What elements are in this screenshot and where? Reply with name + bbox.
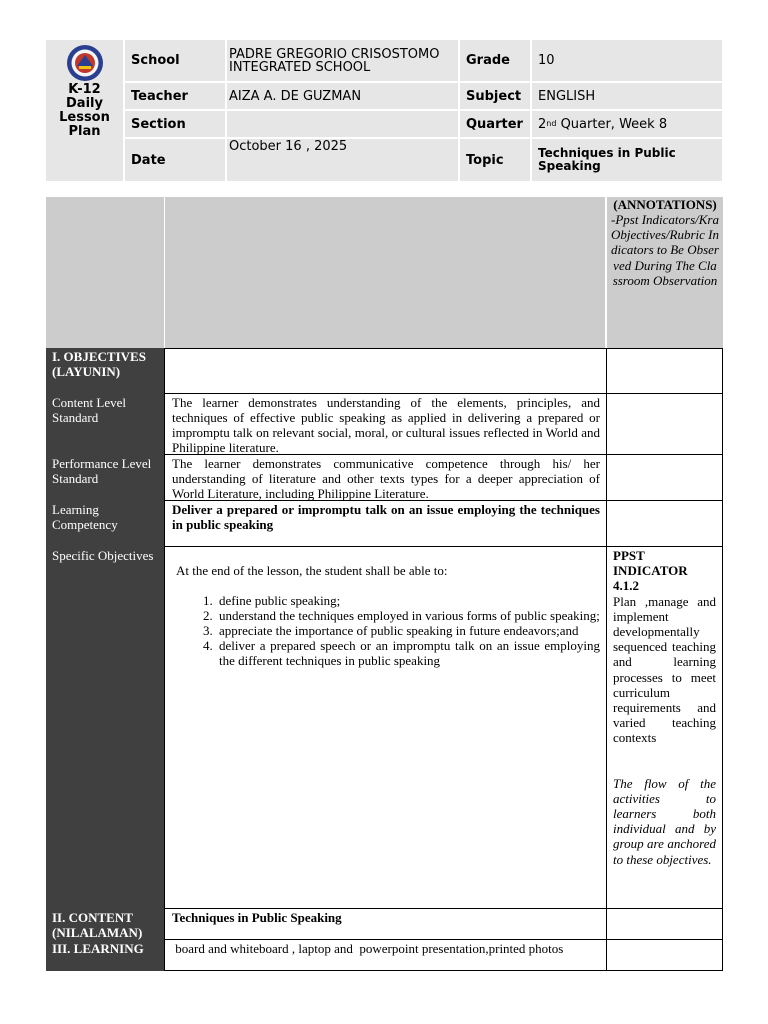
performance-standard-text: The learner demonstrates communicative competence through his/ her understanding of literature and other texts types for a deeper appreciation of World Literature, including Philippine Literature.	[164, 455, 606, 501]
section-value	[227, 111, 458, 137]
annotation-title: (ANNOTATIONS)	[613, 197, 717, 212]
grade-value: 10	[532, 40, 722, 81]
learning-resources-text: board and whiteboard , laptop and powerpoint presentation,printed photos	[164, 940, 606, 971]
objectives-cell	[164, 348, 606, 394]
learning-resources-label: III. LEARNING	[46, 940, 164, 971]
quarter-value: Quarter, Week 8	[560, 116, 668, 132]
performance-standard-row	[46, 455, 723, 501]
ppst-text: Plan ,manage and implement developmentally sequenced teaching and learning processes to meet curriculum requirements and varied teaching contexts	[613, 593, 716, 746]
list-item: 3. appreciate the importance of public speaking in future endeavors;and	[216, 623, 600, 638]
school-value: PADRE GREGORIO CRISOSTOMO INTEGRATED SCHOOL	[227, 40, 458, 81]
annotation-header-row	[46, 197, 723, 348]
deped-seal-icon	[66, 44, 104, 82]
teacher-value: AIZA A. DE GUZMAN	[227, 83, 458, 109]
topic-value: Techniques in Public Speaking	[532, 139, 722, 181]
objectives-row	[46, 348, 723, 394]
ppst-annotation	[606, 547, 723, 909]
content-row	[46, 909, 723, 940]
content-text: Techniques in Public Speaking	[164, 909, 606, 940]
competency-text: Deliver a prepared or impromptu talk on an issue employing the techniques in public speaking	[164, 501, 606, 547]
learning-resources-row	[46, 940, 723, 971]
content-standard-label: Content Level Standard	[46, 394, 164, 455]
quarter-value-cell: 2 nd Quarter, Week 8	[532, 111, 722, 137]
list-item: 4. deliver a prepared speech or an impromptu talk on an issue employing the different techniques in public speaking	[216, 638, 600, 668]
logo-title	[46, 83, 123, 139]
list-item: 2. understand the techniques employed in various forms of public speaking;	[216, 608, 600, 623]
content-standard-text: The learner demonstrates understanding of the elements, principles, and techniques of effective public speaking as applied in delivering a prepared or impromptu talk on relevant social, moral, or cultural issues reflected in World and Philippine literature.	[164, 394, 606, 455]
annotation-header	[607, 197, 723, 348]
ppst-note: The flow of the activities to learners both individual and by group are anchored to these objectives.	[613, 775, 716, 867]
learning-resources-annotation	[606, 940, 723, 971]
date-value: October 16 , 2025	[227, 139, 458, 181]
teacher-label: Teacher	[125, 83, 225, 109]
specific-objectives-label: Specific Objectives	[46, 547, 164, 909]
subject-value: ENGLISH	[532, 83, 722, 109]
section-label: Section	[125, 111, 225, 137]
lesson-plan-header	[46, 40, 722, 181]
objectives-label: I. OBJECTIVES (LAYUNIN)	[46, 348, 164, 394]
quarter-label: Quarter	[460, 111, 530, 137]
school-label: School	[125, 40, 225, 81]
header-blank-cell	[46, 197, 164, 348]
logo-line: Lesson	[59, 110, 110, 125]
grade-label: Grade	[460, 40, 530, 81]
content-label: II. CONTENT (NILALAMAN)	[46, 909, 164, 940]
subject-label: Subject	[460, 83, 530, 109]
objectives-annotation	[606, 348, 723, 394]
topic-label: Topic	[460, 139, 530, 181]
logo-cell	[46, 40, 123, 181]
list-item: 1. define public speaking;	[216, 593, 600, 608]
competency-label: Learning Competency	[46, 501, 164, 547]
date-label: Date	[125, 139, 225, 181]
performance-standard-label: Performance Level Standard	[46, 455, 164, 501]
logo-line: K-12	[68, 82, 101, 97]
ppst-title: PPST INDICATOR 4.1.2	[613, 548, 688, 594]
competency-annotation	[606, 501, 723, 547]
content-standard-annotation	[606, 394, 723, 455]
specific-intro: At the end of the lesson, the student shall be able to:	[176, 563, 448, 578]
header-blank-cell	[165, 197, 605, 348]
performance-standard-annotation	[606, 455, 723, 501]
logo-line: Plan	[68, 124, 101, 139]
content-standard-row	[46, 394, 723, 455]
content-annotation	[606, 909, 723, 940]
objectives-list	[172, 593, 600, 668]
logo-line: Daily	[66, 96, 103, 111]
specific-objectives-row	[46, 547, 723, 909]
annotation-desc: -Ppst Indicators/Kra Objectives/Rubric Indicators to Be Observed During The Classroom Observation	[611, 212, 719, 288]
competency-row	[46, 501, 723, 547]
specific-objectives-cell	[164, 547, 606, 909]
quarter-number: 2	[538, 116, 547, 132]
